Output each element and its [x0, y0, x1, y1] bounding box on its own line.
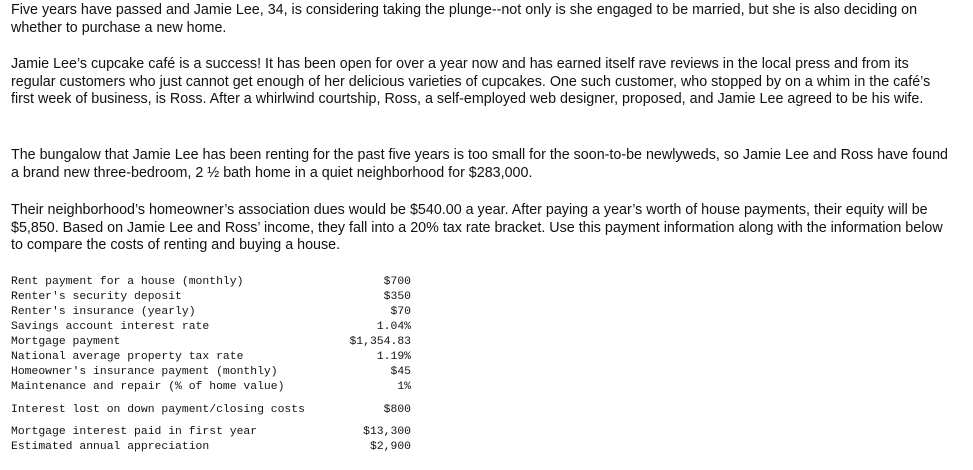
table-row [11, 440, 411, 455]
row-value: 1% [397, 381, 411, 393]
row-label: Mortgage payment [11, 336, 121, 348]
table-row [11, 275, 411, 290]
table-row [11, 290, 411, 305]
row-value: $45 [390, 366, 411, 378]
paragraph-dues: Their neighborhood’s homeowner’s association dues would be $540.00 a year. After paying a year’s worth of house payments, their equity will be $5,850. Based on Jamie Lee and Ross’ income, they fall into a 20% tax rate bracket. Use this payment information along with the information below to compare the costs of renting and buying a house. [11, 202, 943, 253]
row-label: Mortgage interest paid in first year [11, 426, 258, 438]
row-value: $1,354.83 [349, 336, 411, 348]
cost-table [11, 275, 411, 455]
table-row [11, 335, 411, 350]
row-value: $350 [383, 291, 411, 303]
paragraph-cafe: Jamie Lee’s cupcake café is a success! It has been open for over a year now and has earned itself rave reviews in the local press and from its regular customers who just cannot get enough of her delicious varieties of cupcakes. One such customer, who stopped by on a whim in the café’s first week of business, is Ross. After a whirlwind courtship, Ross, a self-employed web designer, proposed, and Jamie Lee agreed to be his wife. [11, 56, 931, 107]
table-row [11, 395, 411, 425]
row-value: $2,900 [369, 441, 411, 453]
row-value: $70 [390, 306, 411, 318]
row-label: Renter's insurance (yearly) [11, 306, 196, 318]
paragraph-house: The bungalow that Jamie Lee has been renting for the past five years is too small for the soon-to-be newlyweds, so Jamie Lee and Ross have found a brand new three-bedroom, 2 ½ bath home in a quiet neighborhood for $283,000. [11, 147, 948, 181]
row-label: Savings account interest rate [11, 321, 210, 333]
row-value: $13,300 [363, 426, 411, 438]
row-value: 1.04% [376, 321, 411, 333]
table-row [11, 380, 411, 395]
row-label: Interest lost on down payment/closing costs [11, 403, 305, 416]
table-row [11, 305, 411, 320]
row-value: $700 [383, 276, 411, 288]
table-row [11, 365, 411, 380]
table-row [11, 320, 411, 335]
row-value: $800 [383, 403, 411, 416]
row-label: National average property tax rate [11, 351, 244, 363]
table-row [11, 425, 411, 440]
row-label: Maintenance and repair (% of home value) [11, 381, 285, 393]
row-label: Renter's security deposit [11, 291, 182, 303]
row-label: Homeowner's insurance payment (monthly) [11, 366, 278, 378]
table-row [11, 350, 411, 365]
row-value: 1.19% [376, 351, 411, 363]
paragraph-intro: Five years have passed and Jamie Lee, 34, is considering taking the plunge--not only is she engaged to be married, but she is also deciding on whether to purchase a new home. [11, 2, 918, 36]
row-label: Rent payment for a house (monthly) [11, 276, 244, 288]
row-label: Estimated annual appreciation [11, 441, 210, 453]
